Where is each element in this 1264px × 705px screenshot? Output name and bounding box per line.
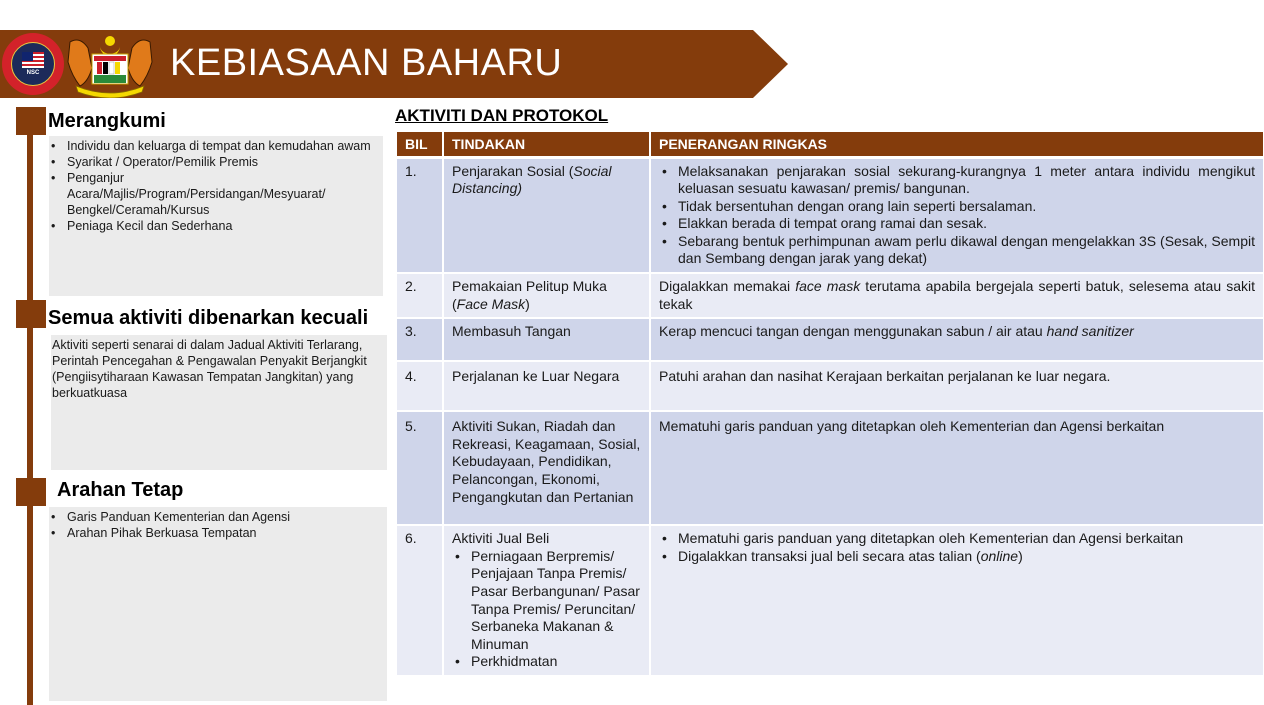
page-title: KEBIASAAN BAHARU	[170, 42, 563, 84]
cell-tindakan	[443, 157, 650, 273]
cell-penerangan	[650, 525, 1263, 676]
header-tindakan: TINDAKAN	[443, 132, 650, 157]
merangkumi-list	[49, 138, 379, 234]
table-row	[397, 157, 1263, 273]
table-header-row	[397, 132, 1263, 157]
nsc-logo-emblem	[11, 42, 55, 86]
cell-penerangan	[650, 361, 1263, 411]
table-row	[397, 318, 1263, 361]
penerangan-text: Patuhi arahan dan nasihat Kerajaan berkaitan perjalanan ke luar negara.	[659, 368, 1111, 385]
nsc-logo	[2, 33, 64, 95]
penerangan-text: Kerap mencuci tangan dengan menggunakan sabun / air atau	[659, 323, 1047, 340]
ribbon-icon	[76, 86, 144, 98]
tindakan-text: Penjarakan Sosial (	[452, 162, 574, 179]
list-item: • Melaksanakan penjarakan sosial sekurang-kurangnya 1 meter antara individu mengikut keluasan sesuatu kawasan/ premis/ bangunan.	[659, 163, 1255, 198]
cell-bil: 5.	[397, 411, 443, 525]
penerangan-after: terutama apabila bergejala seperti batuk, selesema atau sakit tekak	[659, 278, 1255, 312]
tindakan-list	[452, 548, 641, 671]
tindakan-text: Aktiviti Sukan, Riadah dan Rekreasi, Keagamaan, Sosial, Kebudayaan, Pendidikan, Pelancongan, Ekonomi, Pengangkutan dan Pertanian	[452, 418, 641, 505]
cell-bil: 2.	[397, 273, 443, 318]
timeline-line	[27, 120, 33, 705]
tindakan-text: Perjalanan ke Luar Negara	[452, 368, 620, 385]
cell-tindakan	[443, 525, 650, 676]
penerangan-list	[659, 530, 1255, 565]
header-bil: BIL	[397, 132, 443, 157]
cell-penerangan	[650, 411, 1263, 525]
cell-tindakan	[443, 361, 650, 411]
sun-icon	[105, 36, 115, 46]
list-item: • Individu dan keluarga di tempat dan kemudahan awam	[49, 138, 379, 154]
cell-bil: 1.	[397, 157, 443, 273]
tindakan-text: Membasuh Tangan	[452, 323, 571, 340]
cell-tindakan	[443, 411, 650, 525]
section-box-kecuali	[51, 335, 387, 470]
table-row	[397, 361, 1263, 411]
list-item: • Sebarang bentuk perhimpunan awam perlu dikawal dengan mengelakkan 3S (Sesak, Sempit dan Sembang dengan jarak yang dekat)	[659, 233, 1255, 268]
list-item: • Garis Panduan Kementerian dan Agensi	[49, 509, 383, 525]
tindakan-text: Pemakaian Pelitup Muka (	[452, 278, 607, 312]
list-item: • Arahan Pihak Berkuasa Tempatan	[49, 525, 383, 541]
penerangan-italic: online	[980, 547, 1019, 564]
header-penerangan: PENERANGAN RINGKAS	[650, 132, 1263, 157]
table-row	[397, 273, 1263, 318]
tindakan-after: )	[525, 295, 530, 312]
list-item: • Elakkan berada di tempat orang ramai dan sesak.	[659, 215, 1255, 233]
tiger-left-icon	[68, 40, 92, 86]
section-title: AKTIVITI DAN PROTOKOL	[395, 106, 609, 125]
arahan-tetap-list	[49, 509, 383, 541]
penerangan-after: )	[1018, 547, 1023, 564]
cell-penerangan	[650, 273, 1263, 318]
timeline-marker-merangkumi	[16, 107, 46, 135]
timeline-marker-arahan	[16, 478, 46, 506]
cell-penerangan	[650, 157, 1263, 273]
kecuali-text: Aktiviti seperti senarai di dalam Jadual Aktiviti Terlarang, Perintah Pencegahan & Pengawalan Penyakit Berjangkit (Pengiisytiharaan Kawasan Tempatan Jangkitan) yang berkuatkuasa	[52, 338, 367, 400]
list-item: • Perkhidmatan	[452, 653, 641, 671]
coat-of-arms-logo	[64, 32, 156, 98]
list-item: • Peniaga Kecil dan Sederhana	[49, 218, 379, 234]
section-heading-kecuali: Semua aktiviti dibenarkan kecuali	[48, 307, 369, 329]
table-row	[397, 411, 1263, 525]
cell-bil: 4.	[397, 361, 443, 411]
table-row	[397, 525, 1263, 676]
list-item: • Syarikat / Operator/Pemilik Premis	[49, 154, 379, 170]
penerangan-text: Mematuhi garis panduan yang ditetapkan oleh Kementerian dan Agensi berkaitan	[659, 418, 1165, 435]
cell-tindakan	[443, 273, 650, 318]
protocol-table	[397, 132, 1263, 677]
nsc-logo-text: NSC	[26, 70, 40, 76]
penerangan-text: Digalakkan transaksi jual beli secara atas talian (	[678, 547, 981, 564]
tindakan-italic: Social Distancing)	[452, 162, 612, 197]
cell-bil: 6.	[397, 525, 443, 676]
cell-bil: 3.	[397, 318, 443, 361]
list-item: • Perniagaan Berpremis/ Penjajaan Tanpa Premis/ Pasar Berbangunan/ Pasar Tanpa Premis/ Peruncitan/ Serbaneka Makanan & Minuman	[452, 548, 641, 654]
cell-tindakan	[443, 318, 650, 361]
section-box-merangkumi	[49, 136, 383, 296]
timeline-marker-kecuali	[16, 300, 46, 328]
penerangan-list	[659, 163, 1255, 269]
tindakan-italic: Face Mask	[456, 295, 526, 312]
tindakan-text: Aktiviti Jual Beli	[452, 530, 550, 547]
tiger-right-icon	[128, 40, 152, 86]
penerangan-text: Digalakkan memakai	[659, 278, 796, 295]
list-item	[659, 548, 1255, 566]
list-item: • Mematuhi garis panduan yang ditetapkan oleh Kementerian dan Agensi berkaitan	[659, 530, 1255, 548]
section-box-arahan-tetap	[49, 507, 387, 701]
list-item: • Penganjur Acara/Majlis/Program/Persidangan/Mesyuarat/ Bengkel/Ceramah/Kursus	[49, 170, 379, 218]
penerangan-italic: face mask	[795, 278, 861, 295]
section-heading-merangkumi: Merangkumi	[48, 110, 166, 132]
malaysia-flag-icon	[22, 52, 44, 68]
penerangan-italic: hand sanitizer	[1046, 323, 1134, 340]
list-item: • Tidak bersentuhan dengan orang lain seperti bersalaman.	[659, 198, 1255, 216]
section-heading-arahan-tetap: Arahan Tetap	[57, 479, 184, 501]
cell-penerangan	[650, 318, 1263, 361]
